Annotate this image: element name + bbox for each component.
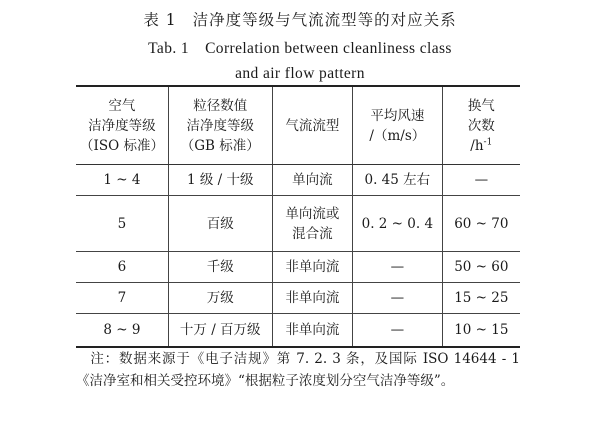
cell-flow-line: 非单向流 xyxy=(285,322,340,338)
cell-flow-line: 单向流 xyxy=(292,172,333,188)
cell-iso: 6 xyxy=(76,252,168,283)
cell-flow-line: 非单向流 xyxy=(285,259,340,275)
cell-gb: 万级 xyxy=(168,283,272,314)
cell-gb: 千级 xyxy=(168,252,272,283)
cell-ach: 15 ~ 25 xyxy=(442,283,520,314)
table-footnote: 注：数据来源于《电子洁规》第 7. 2. 3 条，及国际 ISO 14644 - 1《洁净室和相关受控环境》“根据粒子浓度划分空气洁净等级”。 xyxy=(76,351,520,389)
header-iso-line: （ISO 标准） xyxy=(80,137,164,154)
header-flow-pattern xyxy=(272,86,352,165)
header-ach-unit-sup: -1 xyxy=(483,137,493,147)
cell-flow-line: 非单向流 xyxy=(285,290,340,306)
header-ach-line: 换气 xyxy=(467,97,495,114)
header-ach-unit-base: /h xyxy=(470,137,484,154)
table-row xyxy=(76,314,520,348)
cell-gb: 百级 xyxy=(168,196,272,252)
cell-ach: — xyxy=(442,165,520,196)
header-iso-line: 洁净度等级 xyxy=(88,117,156,134)
table-caption-en xyxy=(0,36,600,86)
cell-speed: — xyxy=(353,283,443,314)
header-iso-line: 空气 xyxy=(108,97,136,114)
cell-iso: 5 xyxy=(76,196,168,252)
caption-title-en-line2: and air flow pattern xyxy=(235,65,365,82)
cell-ach: 60 ~ 70 xyxy=(442,196,520,252)
header-row xyxy=(76,86,520,165)
cell-iso: 8 ~ 9 xyxy=(76,314,168,348)
header-ach-unit xyxy=(447,136,516,156)
cell-iso: 7 xyxy=(76,283,168,314)
header-avg-speed xyxy=(353,86,443,165)
cell-ach: 50 ~ 60 xyxy=(442,252,520,283)
table-caption-cn xyxy=(0,8,600,30)
header-gb-line: （GB 标准） xyxy=(180,137,260,154)
cleanliness-table xyxy=(76,85,520,348)
table-row xyxy=(76,283,520,314)
table-row xyxy=(76,165,520,196)
table-row xyxy=(76,252,520,283)
cell-ach: 10 ~ 15 xyxy=(442,314,520,348)
header-ach-line: 次数 xyxy=(467,117,495,134)
cell-gb: 十万 / 百万级 xyxy=(168,314,272,348)
caption-label-cn: 表 1 xyxy=(143,11,177,29)
caption-label-en: Tab. 1 xyxy=(148,40,190,57)
cell-speed: 0. 2 ~ 0. 4 xyxy=(353,196,443,252)
caption-title-cn: 洁净度等级与气流流型等的对应关系 xyxy=(192,11,457,29)
header-gb-line: 洁净度等级 xyxy=(186,117,254,134)
cell-flow xyxy=(272,314,352,348)
cell-flow xyxy=(272,252,352,283)
cell-flow-line: 混合流 xyxy=(292,225,333,242)
cell-speed: — xyxy=(353,314,443,348)
cell-flow xyxy=(272,196,352,252)
header-speed-unit: /（m/s） xyxy=(369,127,426,144)
header-speed-line: 平均风速 xyxy=(370,107,425,124)
table-row xyxy=(76,196,520,252)
cell-flow xyxy=(272,283,352,314)
cell-flow xyxy=(272,165,352,196)
cell-iso: 1 ~ 4 xyxy=(76,165,168,196)
caption-title-en-line1: Correlation between cleanliness class xyxy=(205,40,452,57)
header-air-changes xyxy=(442,86,520,165)
cell-speed: 0. 45 左右 xyxy=(353,165,443,196)
header-gb-line: 粒径数值 xyxy=(193,97,248,114)
cell-gb: 1 级 / 十级 xyxy=(168,165,272,196)
cell-speed: — xyxy=(353,252,443,283)
header-flow-line: 气流流型 xyxy=(285,117,340,134)
cell-flow-line: 单向流或 xyxy=(285,205,340,222)
header-iso-class xyxy=(76,86,168,165)
header-gb-class xyxy=(168,86,272,165)
